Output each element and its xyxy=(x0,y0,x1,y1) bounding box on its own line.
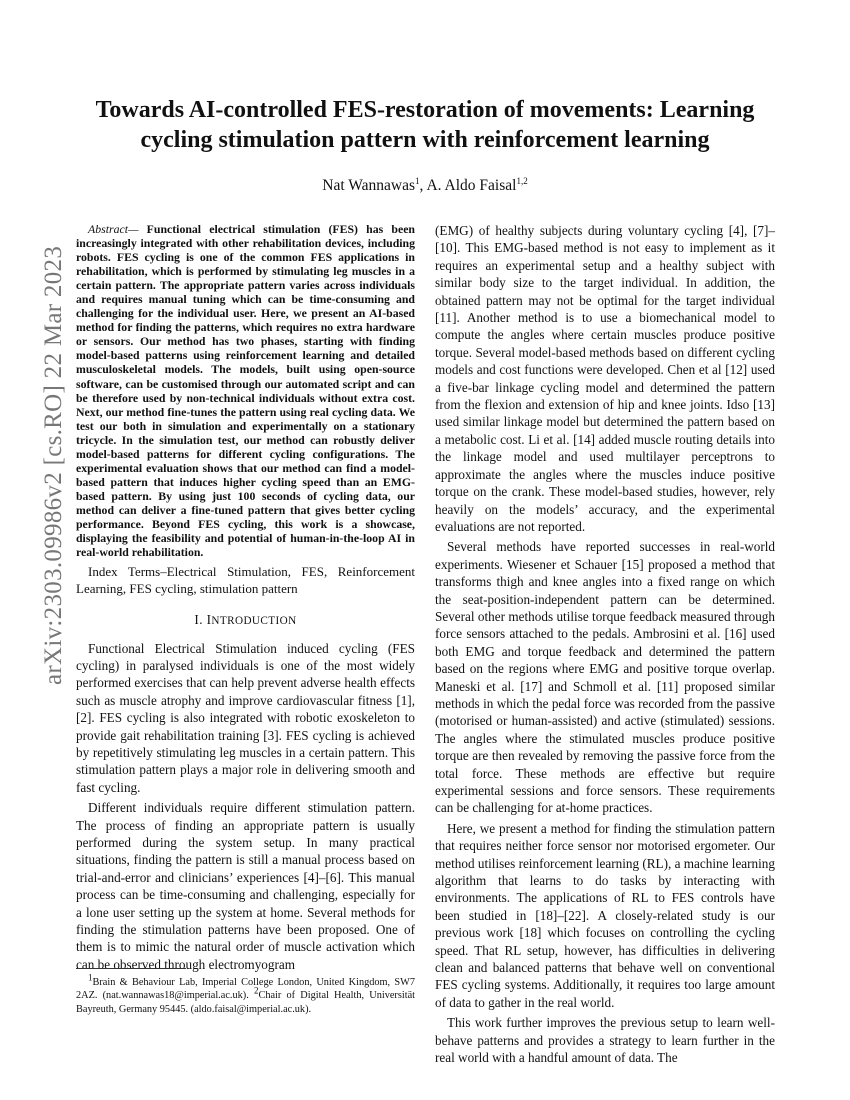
body-paragraph: (EMG) of healthy subjects during voluntary cycling [4], [7]–[10]. This EMG-based method is not easy to implement as it requires an experimental setup and a healthy subject with similar body size to the target individual. In addition, the obtained pattern may not be optimal for the target individual [11]. Another method is to use a biomechanical model to compute the angles where certain muscles produce positive torque. Several model-based methods based on different cycling models and cost functions were developed. Chen et al [12] used a five-bar linkage cycling model and determined the pattern from the flexion and extension of hip and knee joints. Idso [13] used similar linkage model but determined the pattern based on a metabolic cost. Li et al. [14] added muscle routing details into the linkage model and used multilayer perceptrons to approximate the angles where the muscles induce positive torque on the crank. These model-based studies, however, rely heavily on the models’ accuracy, and the experimental evaluations are not reported. xyxy=(435,223,775,534)
author-name: Nat Wannawas xyxy=(322,177,416,194)
arxiv-identifier[interactable]: arXiv:2303.09986v2 [cs.RO] 22 Mar 2023 xyxy=(40,245,67,685)
author-name: A. Aldo Faisal xyxy=(426,177,517,194)
author-line xyxy=(60,177,790,195)
left-column xyxy=(76,222,415,973)
index-terms: Index Terms–Electrical Stimulation, FES, Reinforcement Learning, FES cycling, stimulation pattern xyxy=(76,564,415,597)
section-heading-rest: NTRODUCTION xyxy=(211,615,297,628)
footnote-text: Chair of Digital Health, Universität Bayreuth, Germany 95445. (aldo.faisal@imperial.ac.uk). xyxy=(76,990,416,1015)
body-paragraph: Functional Electrical Stimulation induced cycling (FES cycling) in paralysed individuals is one of the most widely performed exercises that can help prevent adverse health effects such as muscle atrophy and improve cardiovascular fitness [1], [2]. FES cycling is also integrated with robotic exoskeleton to provide gait rehabilitation training [3]. FES cycling is achieved by repetitively stimulating leg muscles in a certain pattern. This stimulation pattern plays a major role in delivering smooth and fast cycling. xyxy=(76,640,415,795)
affiliation-marker: 1,2 xyxy=(516,175,528,186)
footnote xyxy=(76,972,416,1016)
abstract-label: Abstract xyxy=(88,222,128,236)
abstract-text: Functional electrical stimulation (FES) has been increasingly integrated with other rehabilitation devices, including robots. FES cycling is one of the common FES applications in rehabilitation, which is performed by stimulating leg muscles in a certain pattern. The appropriate pattern varies across individuals and requires manual tuning which can be time-consuming and challenging for the individual user. Here, we present an AI-based method for finding the patterns, which requires no extra hardware or sensors. Our method has two phases, starting with finding model-based patterns using reinforcement learning and detailed musculoskeletal models. The models, built using open-source software, can be customised through our automated script and can be therefore used by non-technical individuals without extra cost. Next, our method fine-tunes the pattern using real cycling data. We test our both in simulation and experimentally on a stationary tricycle. In the simulation test, our method can robustly deliver model-based patterns for different cycling configurations. The experimental evaluation shows that our method can find a model-based pattern that induces higher cycling speed than an EMG-based pattern. By using just 100 seconds of cycling data, our method can deliver a fine-tuned pattern that gives better cycling performance. Beyond FES cycling, this work is a showcase, displaying the feasibility and potential of human-in-the-loop AI in real-world rehabilitation. xyxy=(76,222,415,560)
footnote-marker: 1 xyxy=(88,972,93,983)
body-paragraph: This work further improves the previous setup to learn well-behave patterns and provides a strategy to learn further in the real world with a handful amount of data. The xyxy=(435,1015,775,1066)
footnote-marker: 2 xyxy=(253,985,259,996)
paper-title: Towards AI-controlled FES-restoration of movements: Learning cycling stimulation pattern with reinforcement learning xyxy=(95,97,755,153)
footnote-text: Brain & Behaviour Lab, Imperial College London, United Kingdom, SW7 2AZ. (nat.wannawas18@imperial.ac.uk). xyxy=(76,977,415,1002)
section-heading xyxy=(76,611,415,630)
body-paragraph: Here, we present a method for finding the stimulation pattern that requires neither force sensor nor motorised ergometer. Our method utilises reinforcement learning (RL), a machine learning algorithm that learns to do tasks by interacting with environments. The applications of RL to FES controls have been studied in [18]–[22]. A closely-related study is our previous work [18] which focuses on controlling the cycling speed. That RL setup, however, has difficulties in delivering clean and balanced patterns that behave well on conventional FES cycling systems. Additionally, it requires too large amount of data to gather in the real world. xyxy=(435,820,775,1010)
section-heading-numeral: I. I xyxy=(194,612,212,628)
affiliation-marker: 1 xyxy=(415,175,420,186)
footnote-rule xyxy=(76,968,186,969)
right-column xyxy=(435,222,775,1067)
body-paragraph: Several methods have reported successes in real-world experiments. Wiesener et Schauer [15] proposed a method that transforms thigh and knee angles into a fixed range on which the seat-position-independent pattern can be determined. Several other methods utilise torque feedback measured through force sensors attached to the pedals. Ambrosini et al. [16] used both EMG and torque feedback and determined the pattern based on the regions where EMG and positive torque overlap. Maneski et al. [17] and Schmoll et al. [11] proposed similar methods in which the pedal force was recorded from the passive (motorised or human-assisted) and active (stimulated) sessions. The angles where the stimulated muscles produce positive torque are then revealed by removing the passive force from the total force. These methods are effective but require experimental sessions and force sensors. These requirements can be challenging for at-home practices. xyxy=(435,539,775,816)
abstract xyxy=(76,222,415,559)
abstract-dash: — xyxy=(127,222,147,236)
author-separator: , xyxy=(419,177,427,194)
body-paragraph: Different individuals require different stimulation pattern. The process of finding an appropriate pattern is usually performed during the system setup. In many practical situations, finding the pattern is still a manual process based on trial-and-error and clinicians’ experiences [4]–[6]. This manual process can be time-consuming and challenging, especially for a lone user setting up the system at home. Several methods for finding the stimulation patterns have been proposed. One of them is to mimic the natural order of muscle activation which can be observed through electromyogram xyxy=(76,800,415,972)
